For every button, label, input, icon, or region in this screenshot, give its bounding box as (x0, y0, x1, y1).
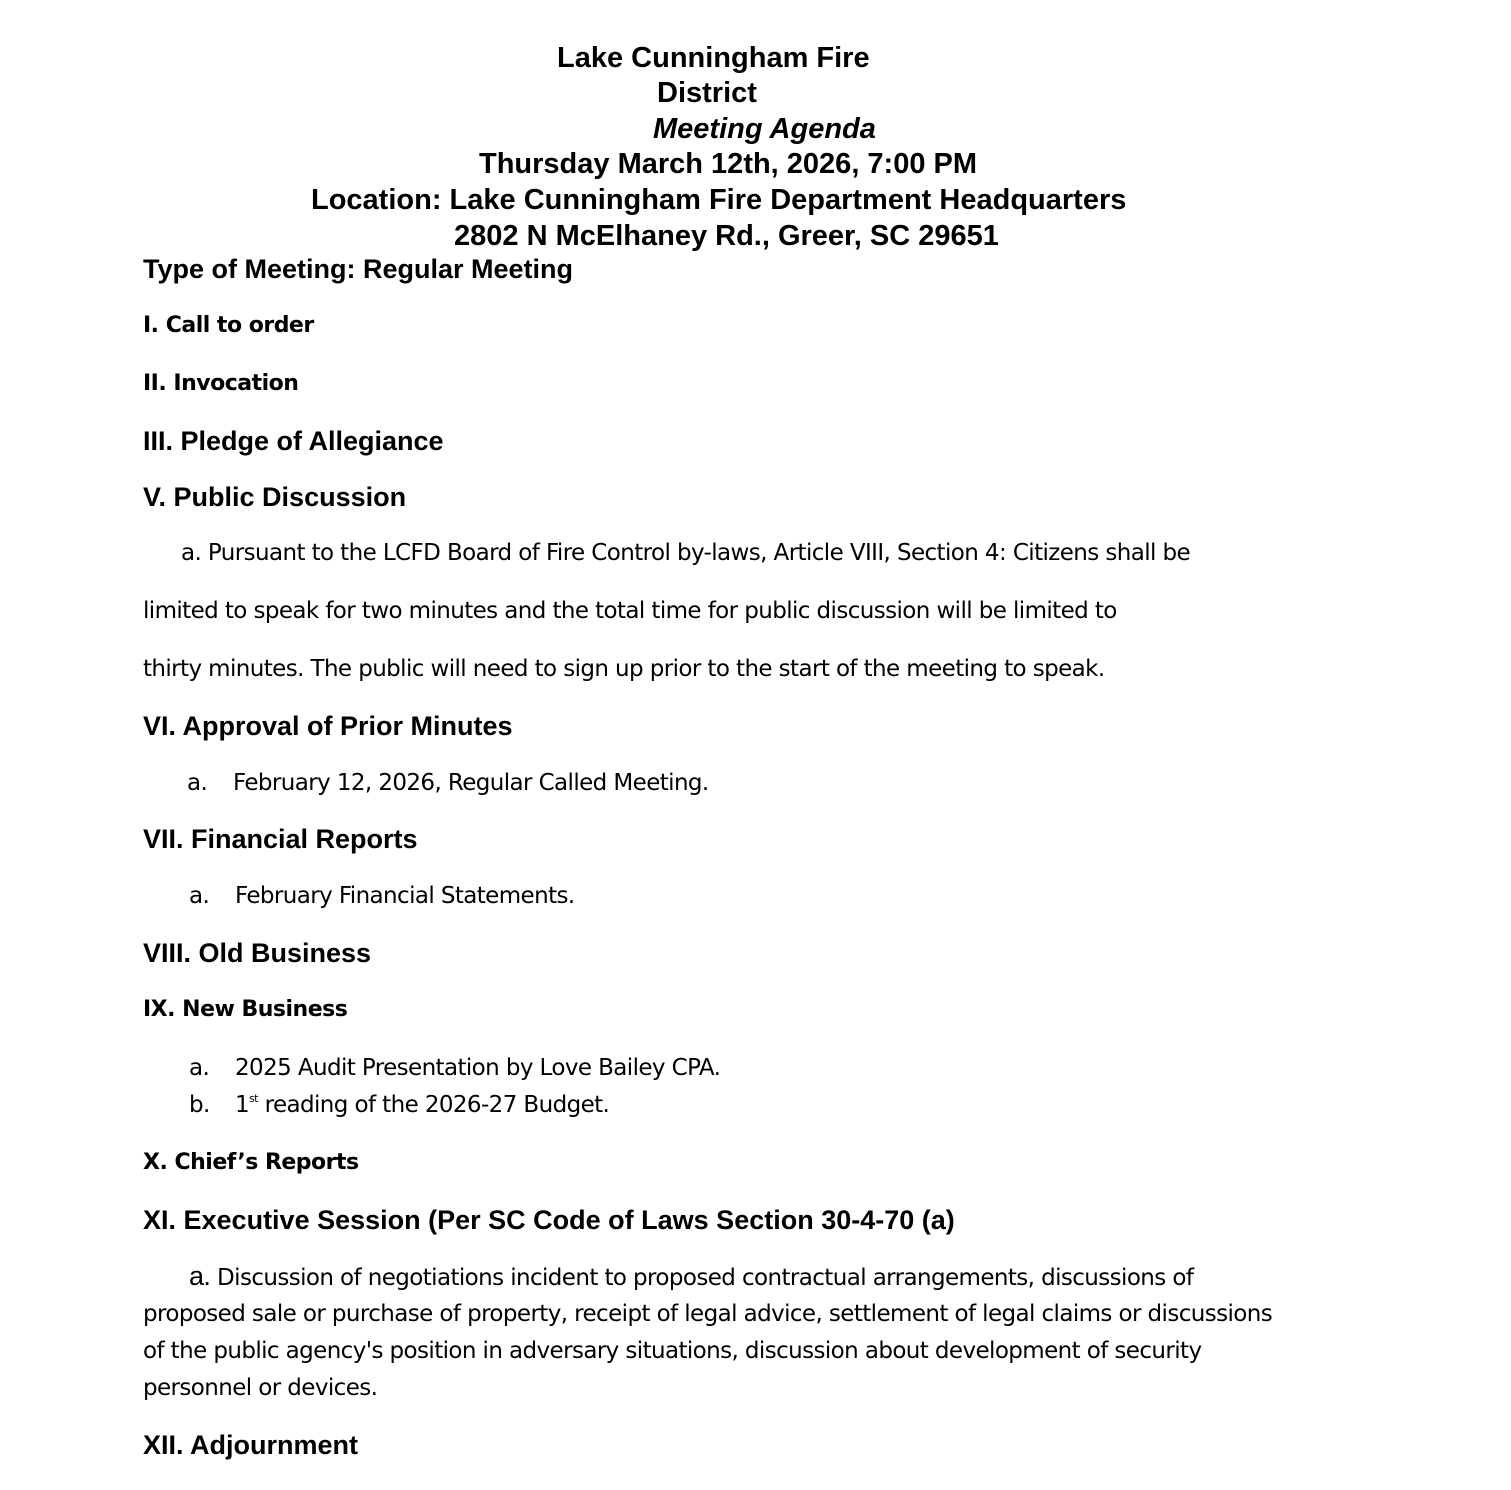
executive-session-item-a-line2: proposed sale or purchase of property, receipt of legal advice, settlement of legal claims or discussions (143, 1301, 1273, 1327)
new-business-item-a: 2025 Audit Presentation by Love Bailey CPA. (235, 1055, 721, 1081)
section-prior-minutes: VI. Approval of Prior Minutes (143, 711, 513, 741)
financial-reports-item-a: February Financial Statements. (235, 883, 575, 909)
section-call-to-order: I. Call to order (143, 313, 314, 338)
prior-minutes-item-a: February 12, 2026, Regular Called Meeting. (233, 770, 709, 796)
header-district-name-line1: Lake Cunningham Fire (557, 42, 870, 74)
ordinal-suffix: st (249, 1092, 258, 1105)
new-business-item-b (235, 1091, 609, 1119)
section-adjournment: XII. Adjournment (143, 1430, 358, 1460)
header-meeting-date: Thursday March 12th, 2026, 7:00 PM (479, 148, 978, 180)
section-executive-session: XI. Executive Session (Per SC Code of Laws Section 30-4-70 (a) (143, 1205, 955, 1235)
financial-reports-marker-a: a. (189, 883, 210, 909)
prior-minutes-marker-a: a. (187, 770, 208, 796)
ordinal-number: 1 (235, 1092, 250, 1118)
section-financial-reports: VII. Financial Reports (143, 824, 418, 854)
header-address: 2802 N McElhaney Rd., Greer, SC 29651 (454, 220, 999, 252)
new-business-marker-b: b. (189, 1092, 210, 1118)
section-public-discussion: V. Public Discussion (143, 482, 407, 512)
executive-session-item-a-line1 (189, 1262, 1193, 1292)
section-new-business: IX. New Business (143, 997, 348, 1022)
section-pledge: III. Pledge of Allegiance (143, 426, 444, 456)
item-b-text: reading of the 2026-27 Budget. (257, 1092, 610, 1118)
public-discussion-item-a-line1: a. Pursuant to the LCFD Board of Fire Control by-laws, Article VIII, Section 4: Citizens shall be (181, 540, 1191, 566)
section-chiefs-reports: X. Chief’s Reports (143, 1150, 359, 1175)
executive-session-item-a-line3: of the public agency's position in adversary situations, discussion about development of security (143, 1338, 1202, 1364)
executive-session-marker-a: a. (189, 1261, 211, 1291)
new-business-marker-a: a. (189, 1055, 210, 1081)
executive-session-item-a-line4: personnel or devices. (143, 1375, 378, 1401)
public-discussion-item-a-line2: limited to speak for two minutes and the total time for public discussion will be limited to (143, 598, 1117, 624)
public-discussion-item-a-line3: thirty minutes. The public will need to sign up prior to the start of the meeting to speak. (143, 656, 1105, 682)
executive-session-item-a-text: Discussion of negotiations incident to proposed contractual arrangements, discussions of (210, 1265, 1194, 1291)
header-location: Location: Lake Cunningham Fire Department Headquarters (311, 184, 1127, 216)
header-district-name-line2: District (657, 77, 757, 109)
section-old-business: VIII. Old Business (143, 938, 372, 968)
header-document-title: Meeting Agenda (653, 113, 876, 145)
meeting-type: Type of Meeting: Regular Meeting (143, 254, 574, 284)
section-invocation: II. Invocation (143, 371, 299, 396)
